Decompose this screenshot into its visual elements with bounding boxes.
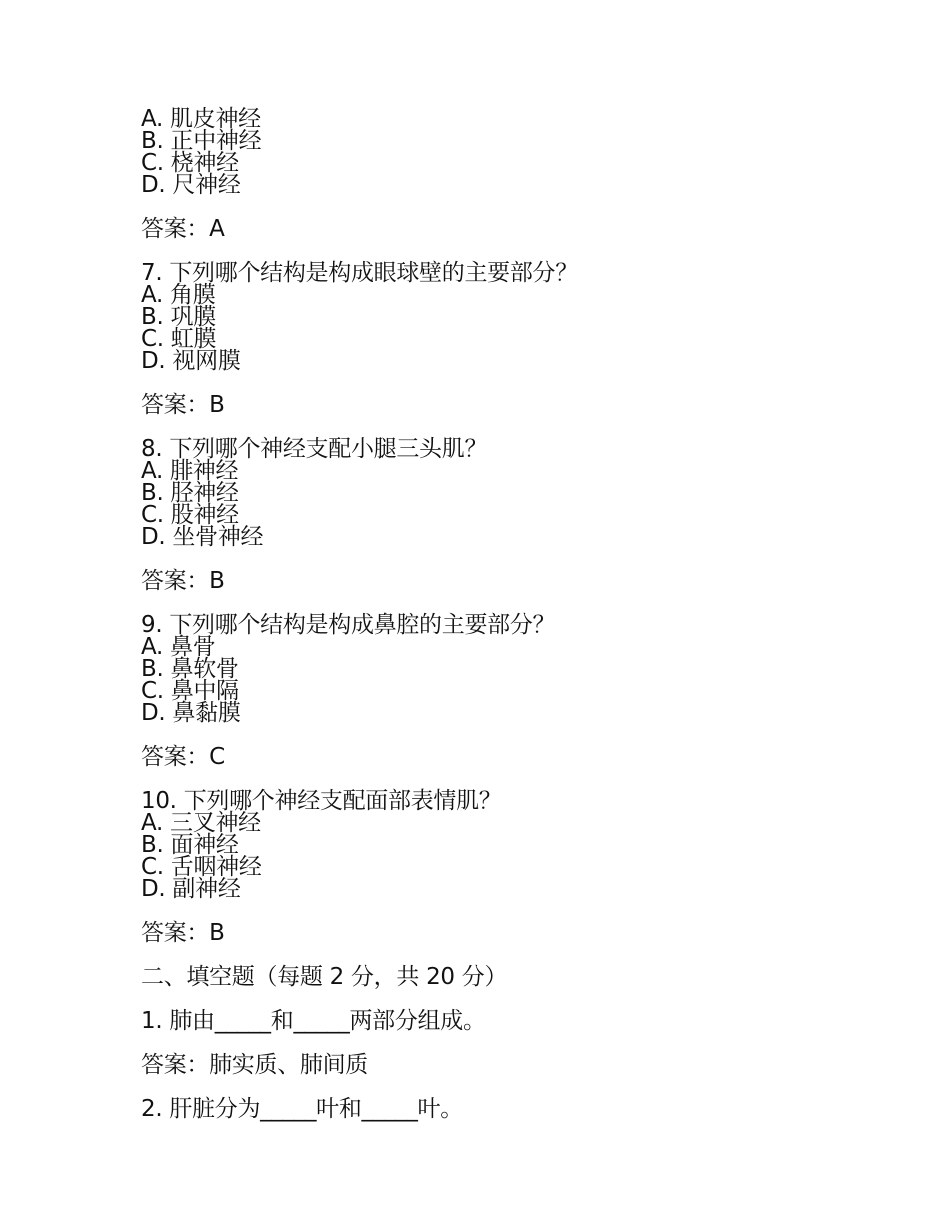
options-q6 <box>141 108 841 196</box>
answer-q7: 答案：B <box>141 392 225 418</box>
question-text: 9. 下列哪个结构是构成鼻腔的主要部分？ <box>141 612 556 638</box>
fill-answer-1: 答案：肺实质、肺间质 <box>141 1052 369 1078</box>
section-heading: 二、填空题（每题 2 分，共 20 分） <box>141 964 508 990</box>
question-9 <box>141 614 841 724</box>
question-8 <box>141 438 841 548</box>
option-d: D. 鼻黏膜 <box>141 700 241 726</box>
question-text: 8. 下列哪个神经支配小腿三头肌？ <box>141 436 488 462</box>
option-d: D. 坐骨神经 <box>141 524 264 550</box>
option-c: C. 虹膜 <box>141 326 217 352</box>
answer-q8: 答案：B <box>141 568 225 594</box>
answer-q6: 答案：A <box>141 216 225 242</box>
question-7 <box>141 262 841 372</box>
option-d: D. 副神经 <box>141 876 241 902</box>
option-d: D. 尺神经 <box>141 172 241 198</box>
option-b: B. 鼻软骨 <box>141 656 239 682</box>
option-b: B. 面神经 <box>141 832 239 858</box>
option-a: A. 三叉神经 <box>141 810 261 836</box>
answer-q10: 答案：B <box>141 920 225 946</box>
option-b: B. 巩膜 <box>141 304 216 330</box>
answer-q9: 答案：C <box>141 744 225 770</box>
option-b: B. 正中神经 <box>141 128 262 154</box>
option-c: C. 舌咽神经 <box>141 854 262 880</box>
option-c: C. 鼻中隔 <box>141 678 239 704</box>
question-text: 7. 下列哪个结构是构成眼球壁的主要部分？ <box>141 260 578 286</box>
option-a: A. 角膜 <box>141 282 216 308</box>
question-text: 10. 下列哪个神经支配面部表情肌？ <box>141 788 502 814</box>
option-c: C. 桡神经 <box>141 150 239 176</box>
fill-question-2: 2. 肝脏分为_____叶和_____叶。 <box>141 1096 463 1122</box>
question-10 <box>141 790 841 900</box>
option-d: D. 视网膜 <box>141 348 241 374</box>
option-c: C. 股神经 <box>141 502 239 528</box>
option-a: A. 肌皮神经 <box>141 106 261 132</box>
option-a: A. 鼻骨 <box>141 634 216 660</box>
option-a: A. 腓神经 <box>141 458 239 484</box>
fill-question-1: 1. 肺由_____和_____两部分组成。 <box>141 1008 486 1034</box>
option-b: B. 胫神经 <box>141 480 239 506</box>
document-page <box>141 108 841 1120</box>
